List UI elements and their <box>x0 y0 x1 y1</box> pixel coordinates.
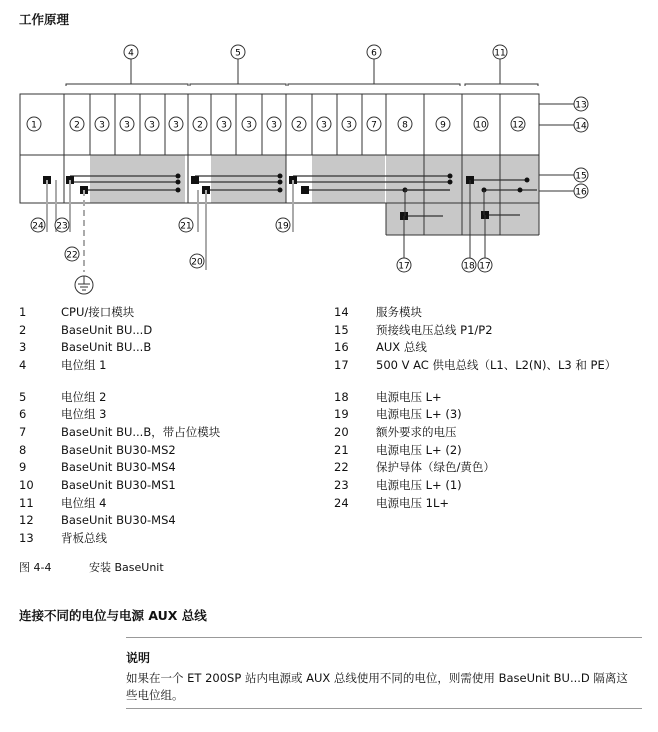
legend-number: 10 <box>19 478 34 492</box>
legend-text: BaseUnit BU30-MS4 <box>61 513 176 527</box>
callout-16 <box>574 184 588 198</box>
legend-number: 14 <box>334 305 349 319</box>
svg-text:3: 3 <box>124 120 130 131</box>
bus-dot <box>278 180 283 185</box>
svg-text:1: 1 <box>31 120 37 131</box>
legend-number: 13 <box>19 531 34 545</box>
callout-17 <box>397 258 411 272</box>
legend-text: BaseUnit BU30-MS1 <box>61 478 176 492</box>
legend-number: 5 <box>19 390 27 404</box>
callout-20 <box>190 254 204 268</box>
caption-label: 图 4-4 <box>19 561 52 574</box>
callout-21 <box>179 218 193 232</box>
callout-24 <box>31 218 45 232</box>
module-gray-area <box>90 155 185 203</box>
svg-text:5: 5 <box>235 48 241 59</box>
legend-text: 电位组 1 <box>61 358 107 372</box>
legend-text: BaseUnit BU30-MS2 <box>61 443 176 457</box>
svg-text:20: 20 <box>191 257 203 268</box>
legend-number: 18 <box>334 390 349 404</box>
legend-text: 电位组 4 <box>61 496 107 510</box>
slot-number-label <box>436 117 450 131</box>
svg-text:8: 8 <box>402 120 408 131</box>
baseunit-diagram <box>0 0 658 300</box>
legend-number: 11 <box>19 496 34 510</box>
bus-dot <box>176 188 181 193</box>
callout-13 <box>574 97 588 111</box>
svg-text:19: 19 <box>277 221 289 232</box>
terminal-square <box>301 186 309 194</box>
callout-4 <box>124 45 138 59</box>
legend-number: 20 <box>334 425 349 439</box>
legend-text: BaseUnit BU...B <box>61 340 152 354</box>
legend-text: BaseUnit BU...D <box>61 323 153 337</box>
legend-number: 3 <box>19 340 27 354</box>
bus-dot <box>176 180 181 185</box>
callout-19 <box>276 218 290 232</box>
svg-text:3: 3 <box>271 120 277 131</box>
legend-text: 电源电压 L+ <box>376 390 442 404</box>
slot-number-label <box>145 117 159 131</box>
svg-text:12: 12 <box>512 120 524 131</box>
legend-text: AUX 总线 <box>376 340 427 354</box>
svg-text:2: 2 <box>74 120 80 131</box>
slot-number-label <box>317 117 331 131</box>
terminal-square <box>191 176 199 184</box>
bus-dot <box>278 188 283 193</box>
svg-text:23: 23 <box>56 221 68 232</box>
slot-number-label <box>27 117 41 131</box>
bus-dot <box>518 188 523 193</box>
bus-dot <box>448 174 453 179</box>
legend-text: 电源电压 L+ (2) <box>376 443 462 457</box>
legend-text: 保护导体（绿色/黄色） <box>376 460 495 474</box>
section-heading: 连接不同的电位与电源 AUX 总线 <box>19 608 207 623</box>
legend-number: 16 <box>334 340 349 354</box>
svg-text:22: 22 <box>66 250 78 261</box>
legend-text: 背板总线 <box>61 531 107 545</box>
svg-text:3: 3 <box>149 120 155 131</box>
svg-text:3: 3 <box>221 120 227 131</box>
legend-text: 服务模块 <box>376 305 422 319</box>
legend-number: 23 <box>334 478 349 492</box>
slot-number-label <box>217 117 231 131</box>
slot-number-label <box>267 117 281 131</box>
svg-text:17: 17 <box>398 261 410 272</box>
legend-number: 7 <box>19 425 27 439</box>
callout-6 <box>367 45 381 59</box>
slot-number-label <box>120 117 134 131</box>
svg-text:10: 10 <box>475 120 487 131</box>
slot-number-label <box>169 117 183 131</box>
bus-dot <box>448 180 453 185</box>
slot-number-label <box>70 117 84 131</box>
svg-text:3: 3 <box>321 120 327 131</box>
legend-number: 24 <box>334 496 349 510</box>
svg-text:4: 4 <box>128 48 134 59</box>
svg-text:9: 9 <box>440 120 446 131</box>
callout-11 <box>493 45 507 59</box>
legend-number: 21 <box>334 443 349 457</box>
callout-15 <box>574 168 588 182</box>
group-bracket <box>66 84 188 86</box>
note-title: 说明 <box>126 651 151 665</box>
legend-number: 6 <box>19 407 27 421</box>
legend-text: 500 V AC 供电总线（L1、L2(N)、L3 和 PE） <box>376 358 617 372</box>
legend-text: 电源电压 1L+ <box>376 496 450 510</box>
callout-17 <box>478 258 492 272</box>
svg-text:24: 24 <box>32 221 44 232</box>
bus-dot <box>525 178 530 183</box>
callout-23 <box>55 218 69 232</box>
callout-5 <box>231 45 245 59</box>
note-top-rule <box>126 637 642 638</box>
legend-number: 19 <box>334 407 349 421</box>
legend-number: 17 <box>334 358 349 372</box>
svg-text:13: 13 <box>575 100 587 111</box>
group-bracket <box>190 84 286 86</box>
svg-text:6: 6 <box>371 48 377 59</box>
slot-number-label <box>242 117 256 131</box>
legend-number: 15 <box>334 323 349 337</box>
svg-text:7: 7 <box>371 120 377 131</box>
note-body: 如果在一个 ET 200SP 站内电源或 AUX 总线使用不同的电位，则需使用 BaseUnit BU...D 隔离这些电位组。 <box>126 671 628 702</box>
callout-18 <box>462 258 476 272</box>
caption-text: 安装 BaseUnit <box>89 561 164 574</box>
svg-text:3: 3 <box>173 120 179 131</box>
group-bracket <box>288 84 460 86</box>
svg-text:11: 11 <box>494 48 506 59</box>
slot-number-label <box>292 117 306 131</box>
legend-number: 2 <box>19 323 27 337</box>
svg-text:3: 3 <box>246 120 252 131</box>
bus-dot <box>278 174 283 179</box>
svg-text:3: 3 <box>99 120 105 131</box>
slot-number-label <box>511 117 525 131</box>
module-gray-area <box>211 155 286 203</box>
legend-number: 12 <box>19 513 34 527</box>
slot-number-label <box>367 117 381 131</box>
group-bracket <box>465 84 538 86</box>
svg-text:15: 15 <box>575 171 587 182</box>
svg-text:17: 17 <box>479 261 491 272</box>
legend-text: 电位组 2 <box>61 390 107 404</box>
svg-text:2: 2 <box>197 120 203 131</box>
svg-text:21: 21 <box>180 221 192 232</box>
svg-text:18: 18 <box>463 261 475 272</box>
slot-number-label <box>398 117 412 131</box>
legend-number: 1 <box>19 305 27 319</box>
module-gray-area <box>312 155 385 203</box>
svg-text:16: 16 <box>575 187 587 198</box>
legend-number: 9 <box>19 460 27 474</box>
legend-text: 电位组 3 <box>61 407 107 421</box>
legend-text: CPU/接口模块 <box>61 305 135 319</box>
legend-text: 电源电压 L+ (1) <box>376 478 462 492</box>
callout-22 <box>65 247 79 261</box>
slot-number-label <box>342 117 356 131</box>
legend-text: 电源电压 L+ (3) <box>376 407 462 421</box>
figure-caption <box>19 559 164 575</box>
ground-icon <box>75 276 93 294</box>
svg-text:3: 3 <box>346 120 352 131</box>
legend-number: 4 <box>19 358 27 372</box>
note-bottom-rule <box>126 708 642 709</box>
bus-dot <box>176 174 181 179</box>
legend-number: 8 <box>19 443 27 457</box>
page-heading: 工作原理 <box>19 12 70 27</box>
slot-number-label <box>95 117 109 131</box>
legend-text: BaseUnit BU30-MS4 <box>61 460 176 474</box>
legend-text: BaseUnit BU...B，带占位模块 <box>61 425 221 439</box>
legend-number: 22 <box>334 460 349 474</box>
slot-number-label <box>193 117 207 131</box>
svg-text:14: 14 <box>575 121 587 132</box>
slot-number-label <box>474 117 488 131</box>
svg-text:2: 2 <box>296 120 302 131</box>
callout-14 <box>574 118 588 132</box>
legend-text: 预接线电压总线 P1/P2 <box>376 323 493 337</box>
legend-text: 额外要求的电压 <box>376 425 457 439</box>
